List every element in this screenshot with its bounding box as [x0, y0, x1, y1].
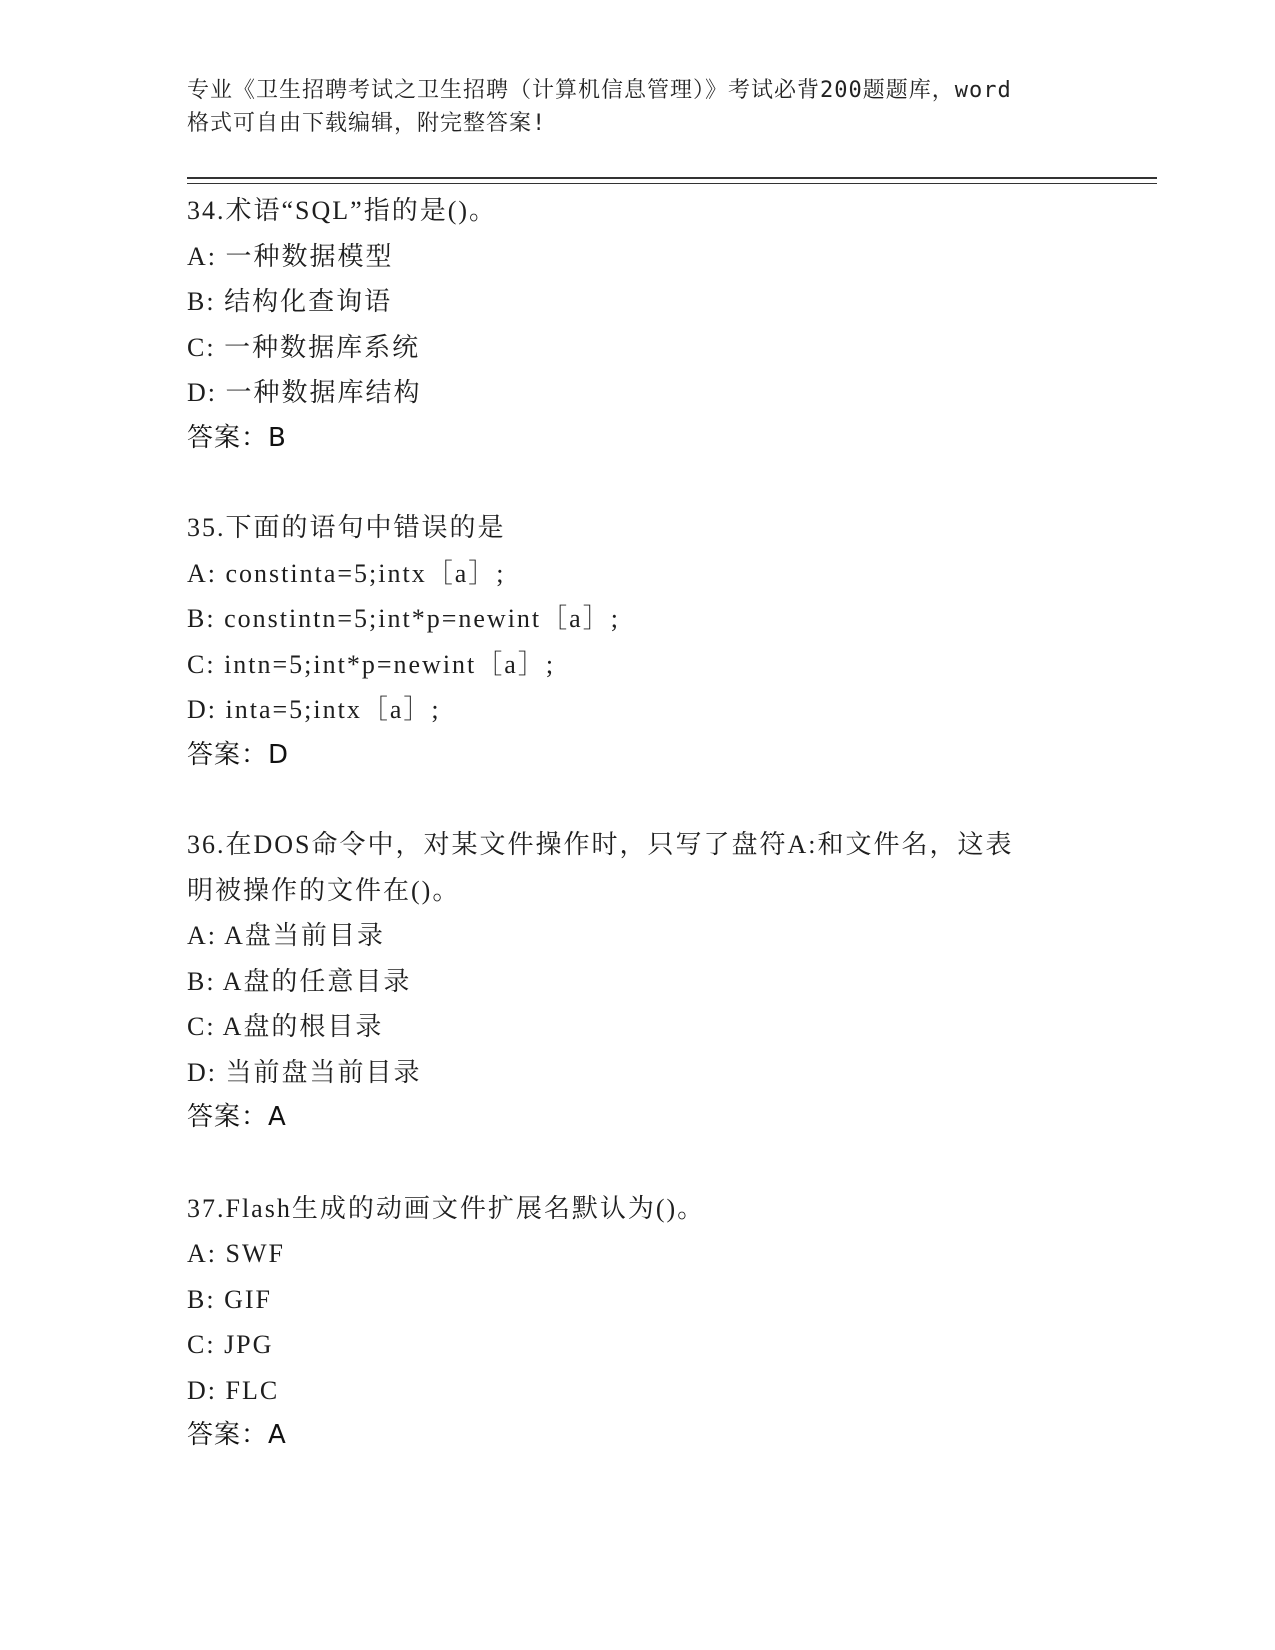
option-b: B: GIF	[187, 1284, 272, 1314]
option-b: B: constintn=5;int*p=newint［a］;	[187, 604, 620, 633]
question-35	[187, 505, 1157, 778]
option-c: C: A盘的根目录	[187, 1012, 384, 1041]
header-line-2: 格式可自由下载编辑，附完整答案!	[187, 111, 547, 136]
question-36	[187, 822, 1157, 1141]
question-stem	[187, 822, 1157, 913]
question-stem-line: 34.术语“SQL”指的是()。	[187, 196, 498, 225]
option-d: D: inta=5;intx［a］;	[187, 695, 441, 724]
question-34	[187, 188, 1157, 461]
option-b: B: 结构化查询语	[187, 287, 393, 316]
header-line-1: 专业《卫生招聘考试之卫生招聘（计算机信息管理）》考试必背200题题库，word	[187, 78, 1012, 103]
option-c: C: 一种数据库系统	[187, 332, 421, 362]
option-d: D: 一种数据库结构	[187, 378, 422, 407]
question-gap	[187, 778, 1157, 822]
question-stem-line: 35.下面的语句中错误的是	[187, 513, 506, 542]
question-stem-line: 明被操作的文件在()。	[187, 875, 461, 905]
question-stem-line: 37.Flash生成的动画文件扩展名默认为()。	[187, 1193, 706, 1223]
question-stem	[187, 1186, 1157, 1232]
question-gap	[187, 461, 1157, 505]
option-b: B: A盘的任意目录	[187, 966, 412, 996]
option-d: D: 当前盘当前目录	[187, 1057, 422, 1087]
option-c: C: intn=5;int*p=newint［a］;	[187, 649, 556, 679]
document-header	[187, 74, 1087, 140]
question-list	[187, 188, 1157, 1459]
answer-line: 答案：B	[187, 422, 287, 453]
answer-line: 答案：A	[187, 1102, 287, 1132]
answer-line: 答案：D	[187, 739, 290, 770]
answer-line: 答案：A	[187, 1420, 287, 1450]
question-stem	[187, 505, 1157, 551]
option-a: A: constinta=5;intx［a］;	[187, 558, 506, 588]
option-c: C: JPG	[187, 1330, 274, 1359]
question-stem-line: 36.在DOS命令中，对某文件操作时，只写了盘符A:和文件名，这表	[187, 830, 1014, 859]
option-a: A: SWF	[187, 1239, 285, 1268]
header-divider-thick	[187, 177, 1157, 179]
option-a: A: 一种数据模型	[187, 241, 394, 271]
question-37	[187, 1186, 1157, 1459]
option-a: A: A盘当前目录	[187, 921, 385, 950]
question-gap	[187, 1141, 1157, 1186]
question-stem	[187, 188, 1157, 234]
header-divider-thin	[187, 183, 1157, 184]
option-d: D: FLC	[187, 1375, 280, 1405]
